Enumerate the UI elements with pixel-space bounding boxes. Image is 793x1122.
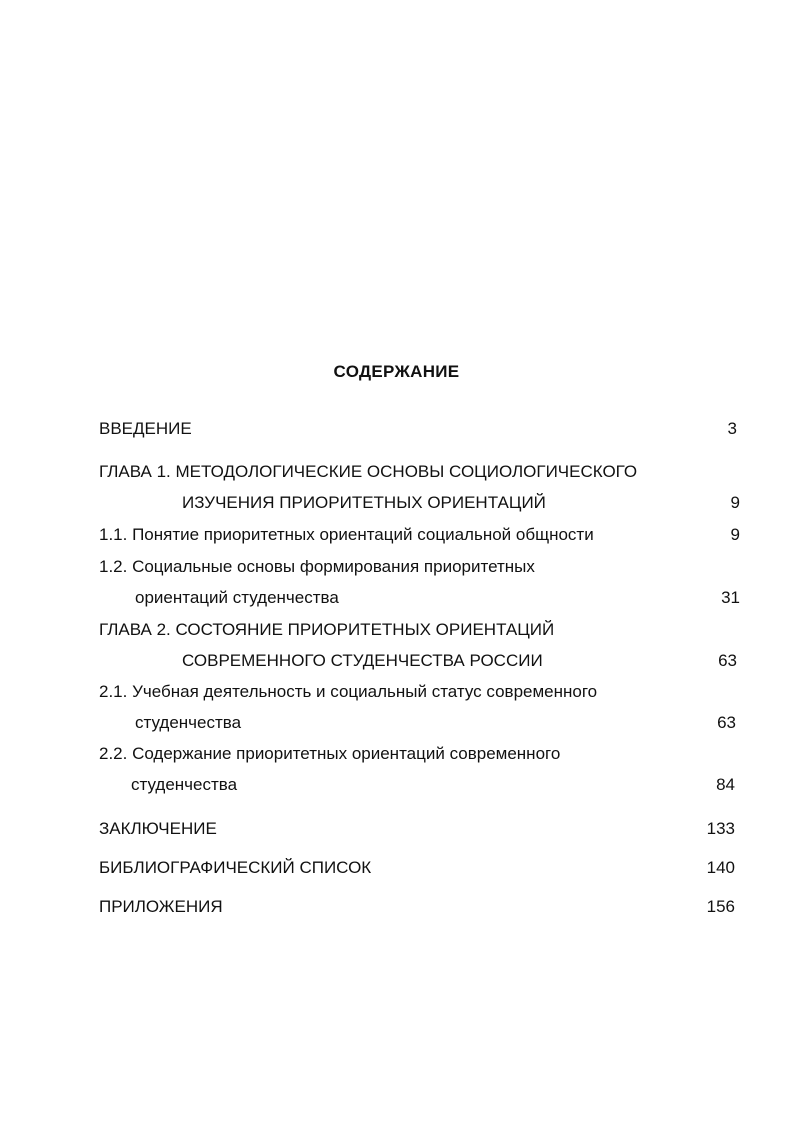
toc-page-2-1: 63 xyxy=(717,713,736,732)
toc-entry-2-1-line1: 2.1. Учебная деятельность и социальный статус современного xyxy=(99,682,598,701)
toc-page-intro: 3 xyxy=(727,419,737,438)
toc-entry-appendices: ПРИЛОЖЕНИЯ xyxy=(99,897,223,916)
toc-entry-2-1-line2: студенчества xyxy=(135,713,242,732)
toc-page-chapter1: 9 xyxy=(730,493,740,512)
toc-chapter1-line1: ГЛАВА 1. МЕТОДОЛОГИЧЕСКИЕ ОСНОВЫ СОЦИОЛОГИЧЕСКОГО xyxy=(99,462,638,481)
toc-title: СОДЕРЖАНИЕ xyxy=(333,362,460,381)
toc-chapter2-line2: СОВРЕМЕННОГО СТУДЕНЧЕСТВА РОССИИ xyxy=(182,651,543,670)
toc-chapter2-line1: ГЛАВА 2. СОСТОЯНИЕ ПРИОРИТЕТНЫХ ОРИЕНТАЦИЙ xyxy=(99,620,555,639)
toc-page-1-1: 9 xyxy=(730,525,740,544)
toc-page-appendices: 156 xyxy=(706,897,735,916)
toc-entry-1-2-line2: ориентаций студенчества xyxy=(135,588,339,607)
toc-entry-conclusion: ЗАКЛЮЧЕНИЕ xyxy=(99,819,217,838)
toc-entry-bibliography: БИБЛИОГРАФИЧЕСКИЙ СПИСОК xyxy=(99,858,372,877)
toc-entry-1-2-line1: 1.2. Социальные основы формирования приоритетных xyxy=(99,557,535,576)
toc-page-conclusion: 133 xyxy=(706,819,735,838)
toc-entry-2-2-line2: студенчества xyxy=(131,775,238,794)
toc-entry-2-2-line1: 2.2. Содержание приоритетных ориентаций современного xyxy=(99,744,561,763)
toc-page-chapter2: 63 xyxy=(718,651,737,670)
toc-chapter1-line2: ИЗУЧЕНИЯ ПРИОРИТЕТНЫХ ОРИЕНТАЦИЙ xyxy=(182,493,546,512)
toc-entry-1-1: 1.1. Понятие приоритетных ориентаций социальной общности xyxy=(99,525,594,544)
toc-page-bibliography: 140 xyxy=(706,858,735,877)
toc-page-1-2: 31 xyxy=(721,588,740,607)
toc-page-2-2: 84 xyxy=(716,775,735,794)
toc-entry-intro: ВВЕДЕНИЕ xyxy=(99,419,192,438)
